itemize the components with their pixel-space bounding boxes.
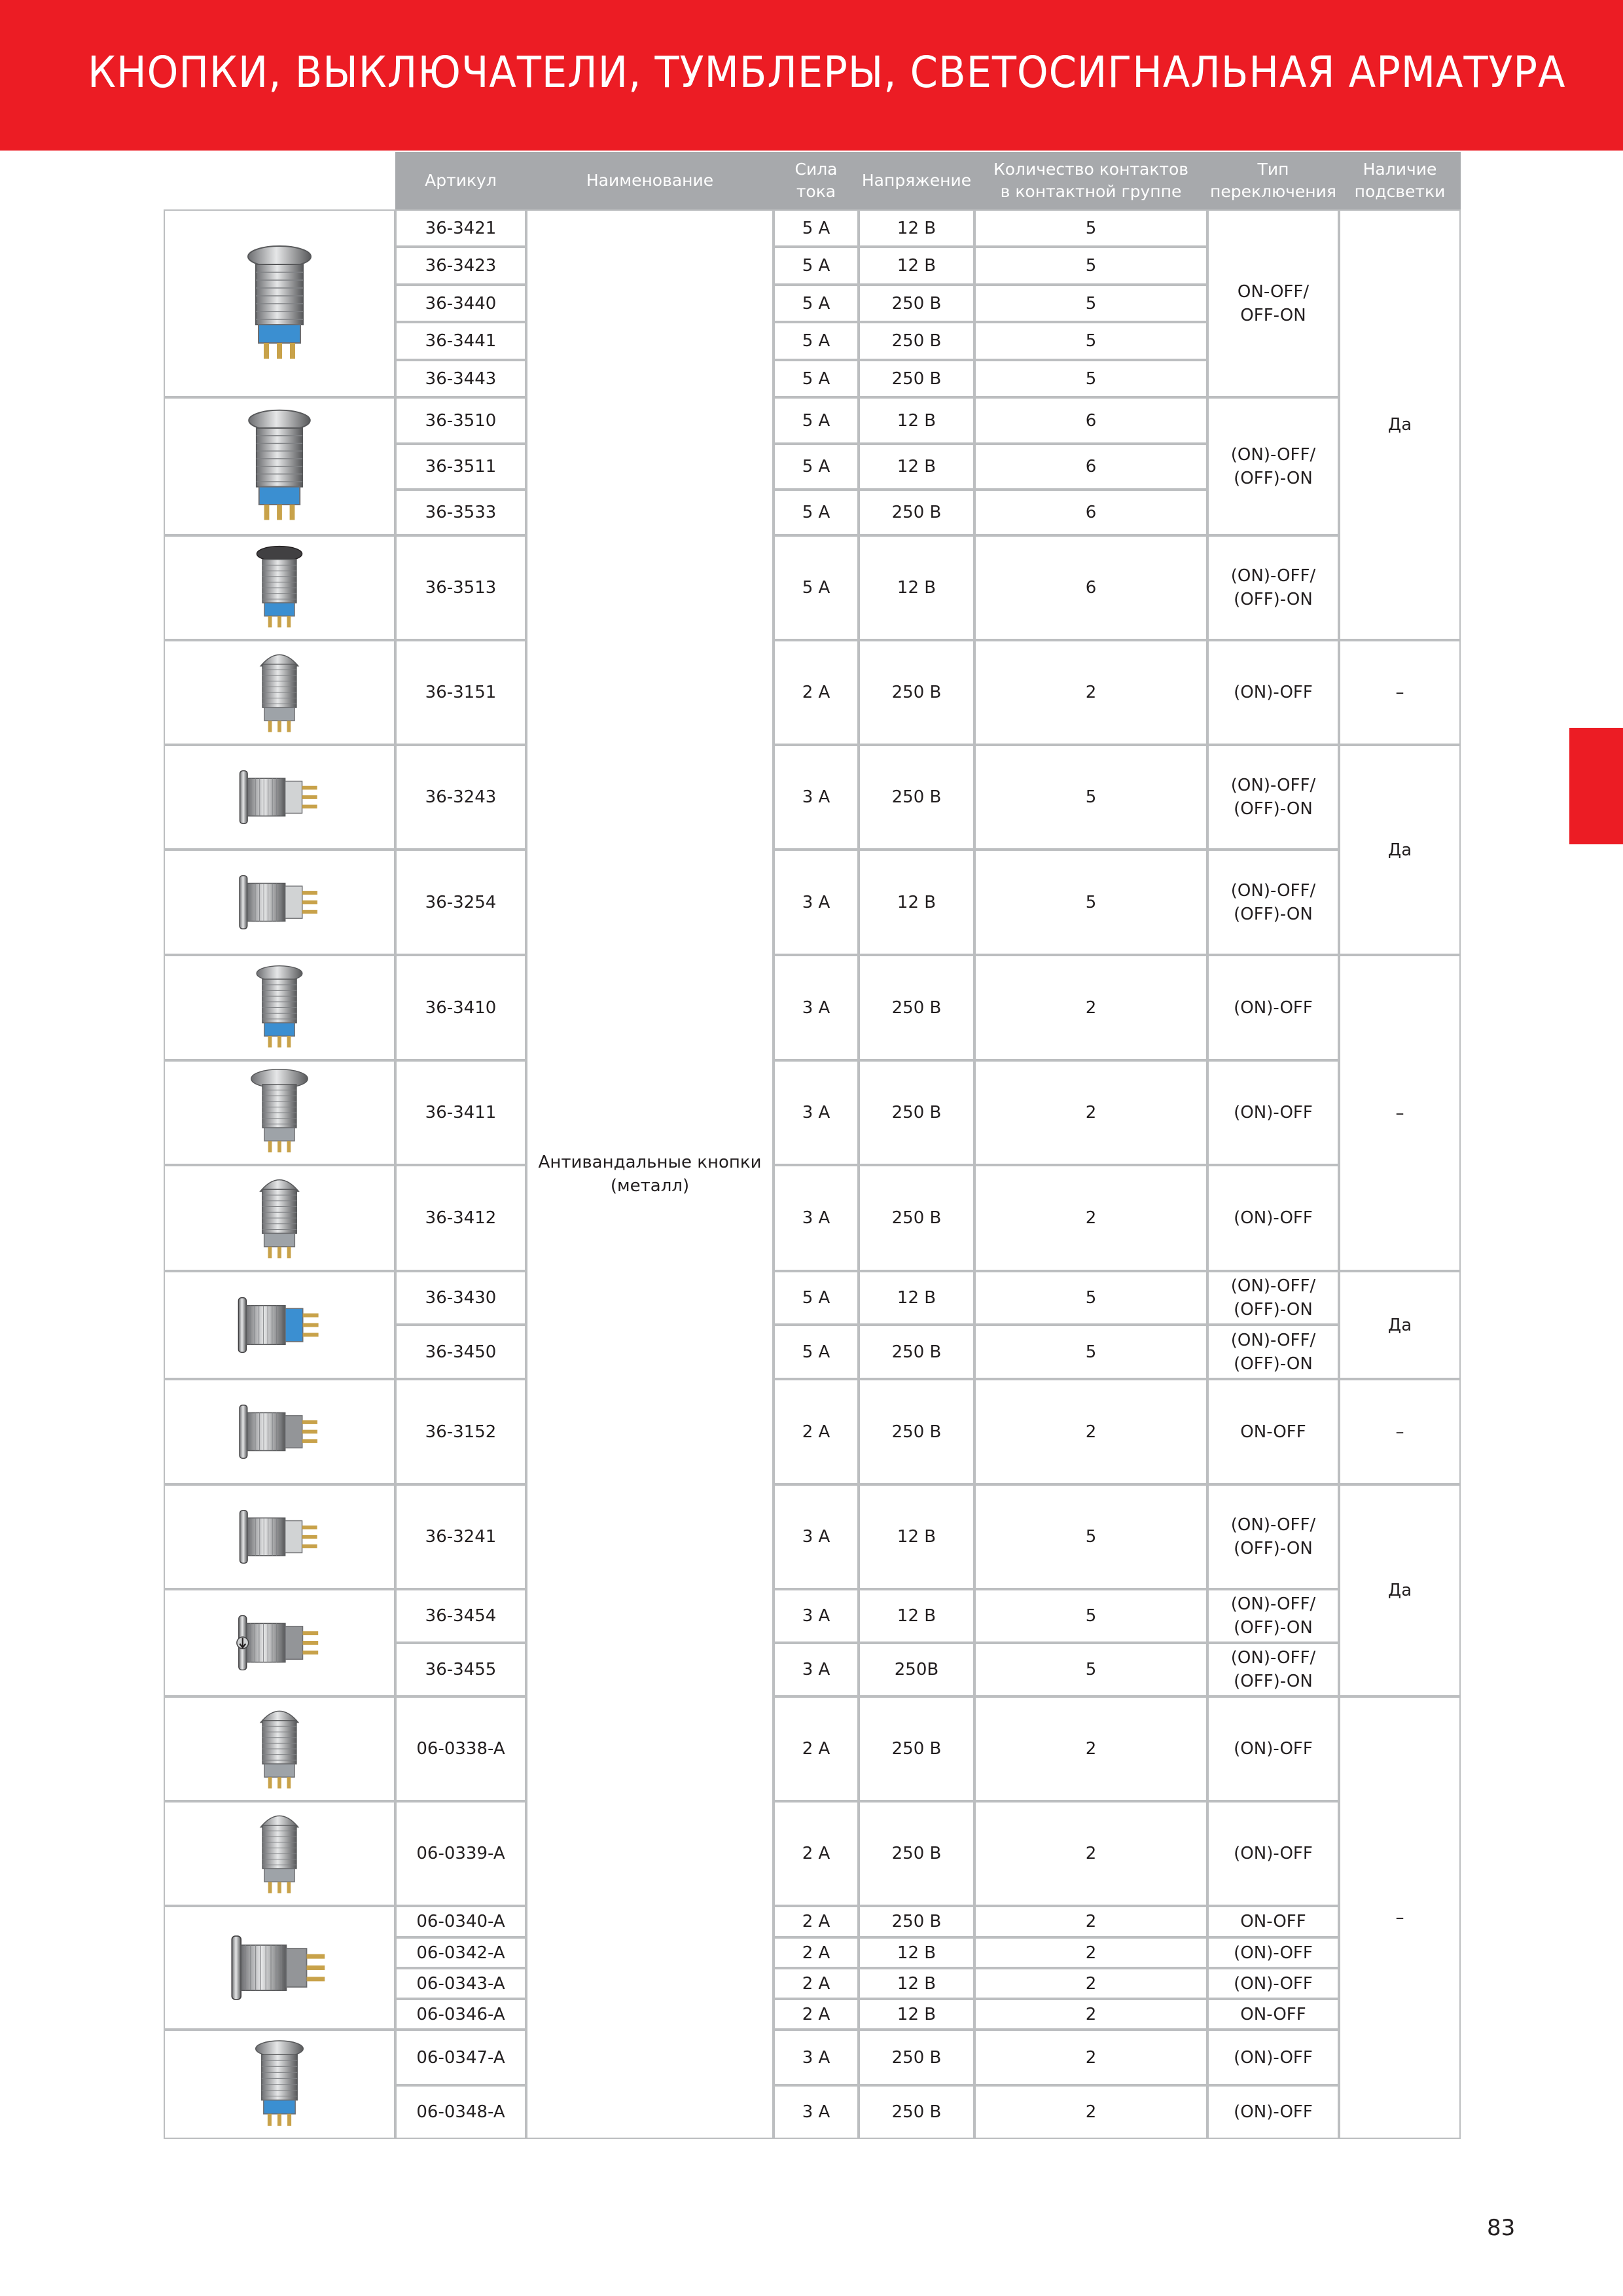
switch-side-metal-icon: [194, 1911, 365, 2024]
cell-article: 36-3443: [395, 360, 526, 397]
cell-backlight: –: [1339, 955, 1461, 1271]
cell-backlight: –: [1339, 1379, 1461, 1484]
cell-voltage: 250 В: [859, 285, 974, 322]
cell-switch-type: ON-OFF: [1207, 1906, 1339, 1937]
cell-voltage: 250В: [859, 1643, 974, 1696]
cell-contacts: 5: [974, 1484, 1207, 1589]
cell-switch-type: (ON)-OFF: [1207, 955, 1339, 1060]
switch-upright-blue-base-icon: [194, 960, 365, 1055]
cell-article: 36-3454: [395, 1589, 526, 1643]
cell-current: 2 А: [774, 1696, 859, 1801]
page-title: КНОПКИ, ВЫКЛЮЧАТЕЛИ, ТУМБЛЕРЫ, СВЕТОСИГНАЛЬНАЯ АРМАТУРА: [88, 47, 1566, 98]
cell-current: 2 А: [774, 1906, 859, 1937]
cell-contacts: 2: [974, 1801, 1207, 1906]
cell-voltage: 12 В: [859, 1589, 974, 1643]
cell-current: 5 А: [774, 209, 859, 247]
cell-article: 06-0347-A: [395, 2030, 526, 2085]
cell-contacts: 6: [974, 535, 1207, 640]
product-image: [164, 745, 395, 850]
cell-contacts: 6: [974, 490, 1207, 535]
cell-current: 2 А: [774, 1801, 859, 1906]
chapter-tab: [1569, 728, 1623, 844]
cell-article: 36-3440: [395, 285, 526, 322]
cell-current: 3 А: [774, 745, 859, 850]
cell-current: 3 А: [774, 1589, 859, 1643]
cell-current: 2 А: [774, 640, 859, 745]
cell-voltage: 250 В: [859, 1165, 974, 1271]
cell-current: 5 А: [774, 247, 859, 285]
switch-upright-blue-base-icon: [194, 238, 365, 369]
cell-switch-type: (ON)-OFF/ (OFF)-ON: [1207, 1484, 1339, 1589]
switch-side-metal-icon: [194, 1384, 365, 1479]
col-contacts-header: Количество контактов в контактной группе: [974, 152, 1207, 209]
cell-article: 36-3421: [395, 209, 526, 247]
product-image: [164, 1906, 395, 2030]
switch-side-translucent-icon: [194, 1490, 365, 1584]
cell-contacts: 5: [974, 850, 1207, 955]
cell-switch-type: (ON)-OFF: [1207, 1165, 1339, 1271]
cell-switch-type: (ON)-OFF: [1207, 1060, 1339, 1165]
cell-contacts: 5: [974, 209, 1207, 247]
cell-contacts: 5: [974, 1643, 1207, 1696]
cell-voltage: 250 В: [859, 640, 974, 745]
product-image: [164, 1801, 395, 1906]
switch-side-blue-icon: [194, 1276, 365, 1374]
cell-voltage: 250 В: [859, 1801, 974, 1906]
cell-voltage: 12 В: [859, 1484, 974, 1589]
switch-dome-small-icon: [194, 1806, 365, 1901]
cell-switch-type: ON-OFF/ OFF-ON: [1207, 209, 1339, 397]
header-banner: [0, 0, 1623, 151]
page-number: 83: [1487, 2215, 1516, 2241]
cell-switch-type: (ON)-OFF/ (OFF)-ON: [1207, 1271, 1339, 1325]
cell-current: 3 А: [774, 1060, 859, 1165]
cell-article: 36-3411: [395, 1060, 526, 1165]
cell-voltage: 12 В: [859, 1999, 974, 2030]
cell-voltage: 250 В: [859, 1906, 974, 1937]
cell-switch-type: ON-OFF: [1207, 1999, 1339, 2030]
cell-article: 36-3455: [395, 1643, 526, 1696]
cell-contacts: 2: [974, 1999, 1207, 2030]
cell-current: 2 А: [774, 1379, 859, 1484]
cell-contacts: 2: [974, 1379, 1207, 1484]
switch-dark-ring-blue-icon: [194, 541, 365, 635]
cell-article: 36-3410: [395, 955, 526, 1060]
cell-current: 5 А: [774, 535, 859, 640]
col-name-header: Наименование: [526, 152, 774, 209]
cell-article: 36-3151: [395, 640, 526, 745]
cell-contacts: 2: [974, 1968, 1207, 1999]
cell-current: 5 А: [774, 360, 859, 397]
cell-switch-type: (ON)-OFF/ (OFF)-ON: [1207, 397, 1339, 535]
cell-article: 36-3152: [395, 1379, 526, 1484]
cell-contacts: 5: [974, 1271, 1207, 1325]
cell-voltage: 250 В: [859, 2030, 974, 2085]
cell-voltage: 250 В: [859, 1379, 974, 1484]
col-switch-type-header: Тип переключения: [1207, 152, 1339, 209]
cell-switch-type: (ON)-OFF/ (OFF)-ON: [1207, 1325, 1339, 1379]
cell-voltage: 12 В: [859, 1937, 974, 1968]
cell-backlight: Да: [1339, 1484, 1461, 1696]
cell-article: 36-3450: [395, 1325, 526, 1379]
cell-current: 3 А: [774, 1165, 859, 1271]
cell-current: 3 А: [774, 850, 859, 955]
cell-article: 36-3430: [395, 1271, 526, 1325]
cell-voltage: 12 В: [859, 209, 974, 247]
cell-switch-type: ON-OFF: [1207, 1379, 1339, 1484]
cell-current: 3 А: [774, 955, 859, 1060]
cell-current: 5 А: [774, 397, 859, 444]
product-image: [164, 1165, 395, 1271]
cell-contacts: 5: [974, 360, 1207, 397]
cell-contacts: 2: [974, 2085, 1207, 2139]
cell-backlight: Да: [1339, 1271, 1461, 1379]
cell-voltage: 250 В: [859, 322, 974, 360]
cell-article: 06-0348-A: [395, 2085, 526, 2139]
switch-dome-small-icon: [194, 1702, 365, 1796]
product-image: [164, 1060, 395, 1165]
switch-dome-small-icon: [194, 1170, 365, 1266]
col-backlight-header: Наличие подсветки: [1339, 152, 1461, 209]
cell-switch-type: (ON)-OFF/ (OFF)-ON: [1207, 535, 1339, 640]
cell-current: 5 А: [774, 285, 859, 322]
cell-name: Антивандальные кнопки (металл): [526, 209, 774, 2139]
cell-article: 36-3412: [395, 1165, 526, 1271]
cell-current: 5 А: [774, 322, 859, 360]
cell-contacts: 2: [974, 1696, 1207, 1801]
cell-switch-type: (ON)-OFF: [1207, 2085, 1339, 2139]
cell-switch-type: (ON)-OFF/ (OFF)-ON: [1207, 850, 1339, 955]
cell-switch-type: (ON)-OFF: [1207, 1937, 1339, 1968]
switch-upright-blue-relay-icon: [194, 403, 365, 530]
switch-upright-blue-base-icon: [194, 2035, 365, 2134]
cell-voltage: 12 В: [859, 535, 974, 640]
cell-voltage: 250 В: [859, 1060, 974, 1165]
cell-current: 3 А: [774, 1484, 859, 1589]
cell-current: 3 А: [774, 1643, 859, 1696]
cell-article: 36-3423: [395, 247, 526, 285]
cell-article: 06-0338-A: [395, 1696, 526, 1801]
switch-side-translucent-icon: [194, 750, 365, 844]
cell-article: 36-3243: [395, 745, 526, 850]
cell-backlight: –: [1339, 640, 1461, 745]
cell-voltage: 250 В: [859, 2085, 974, 2139]
cell-current: 2 А: [774, 1968, 859, 1999]
product-image: [164, 1484, 395, 1589]
col-article-header: Артикул: [395, 152, 526, 209]
cell-switch-type: (ON)-OFF/ (OFF)-ON: [1207, 745, 1339, 850]
cell-contacts: 2: [974, 1165, 1207, 1271]
cell-current: 3 А: [774, 2085, 859, 2139]
switch-side-translucent-icon: [194, 855, 365, 950]
cell-current: 5 А: [774, 1325, 859, 1379]
cell-switch-type: (ON)-OFF: [1207, 1696, 1339, 1801]
cell-contacts: 5: [974, 247, 1207, 285]
product-image: [164, 1696, 395, 1801]
cell-article: 06-0342-A: [395, 1937, 526, 1968]
cell-article: 36-3241: [395, 1484, 526, 1589]
product-image: [164, 1379, 395, 1484]
cell-current: 2 А: [774, 1937, 859, 1968]
cell-contacts: 5: [974, 745, 1207, 850]
cell-contacts: 5: [974, 285, 1207, 322]
cell-voltage: 12 В: [859, 1271, 974, 1325]
product-image: [164, 1271, 395, 1379]
cell-current: 2 А: [774, 1999, 859, 2030]
cell-article: 06-0343-A: [395, 1968, 526, 1999]
cell-voltage: 250 В: [859, 955, 974, 1060]
cell-article: 36-3513: [395, 535, 526, 640]
col-current-header: Сила тока: [774, 152, 859, 209]
cell-switch-type: (ON)-OFF: [1207, 1801, 1339, 1906]
cell-voltage: 12 В: [859, 247, 974, 285]
cell-voltage: 250 В: [859, 1696, 974, 1801]
cell-article: 36-3510: [395, 397, 526, 444]
cell-contacts: 2: [974, 1937, 1207, 1968]
cell-article: 36-3441: [395, 322, 526, 360]
switch-flat-head-icon: [194, 1066, 365, 1160]
product-image: [164, 1589, 395, 1696]
product-image: [164, 2030, 395, 2139]
cell-current: 5 А: [774, 1271, 859, 1325]
cell-current: 5 А: [774, 490, 859, 535]
cell-contacts: 2: [974, 955, 1207, 1060]
cell-current: 3 А: [774, 2030, 859, 2085]
cell-switch-type: (ON)-OFF/ (OFF)-ON: [1207, 1643, 1339, 1696]
cell-contacts: 2: [974, 1906, 1207, 1937]
cell-contacts: 6: [974, 397, 1207, 444]
cell-backlight: –: [1339, 1696, 1461, 2139]
col-voltage-header: Напряжение: [859, 152, 974, 209]
cell-voltage: 12 В: [859, 1968, 974, 1999]
product-image: [164, 397, 395, 535]
cell-voltage: 12 В: [859, 444, 974, 490]
cell-backlight: Да: [1339, 745, 1461, 955]
cell-contacts: 2: [974, 640, 1207, 745]
product-image: [164, 955, 395, 1060]
cell-article: 36-3254: [395, 850, 526, 955]
cell-voltage: 12 В: [859, 397, 974, 444]
cell-switch-type: (ON)-OFF: [1207, 640, 1339, 745]
product-image: [164, 640, 395, 745]
cell-voltage: 250 В: [859, 490, 974, 535]
product-image: [164, 535, 395, 640]
cell-voltage: 250 В: [859, 1325, 974, 1379]
cell-switch-type: (ON)-OFF: [1207, 1968, 1339, 1999]
product-image: [164, 850, 395, 955]
cell-backlight: Да: [1339, 209, 1461, 640]
product-image: [164, 209, 395, 397]
cell-voltage: 250 В: [859, 745, 974, 850]
cell-article: 06-0340-A: [395, 1906, 526, 1937]
cell-current: 5 А: [774, 444, 859, 490]
cell-contacts: 5: [974, 1325, 1207, 1379]
cell-contacts: 5: [974, 1589, 1207, 1643]
cell-article: 36-3533: [395, 490, 526, 535]
cell-switch-type: (ON)-OFF: [1207, 2030, 1339, 2085]
cell-article: 36-3511: [395, 444, 526, 490]
cell-contacts: 5: [974, 322, 1207, 360]
cell-contacts: 2: [974, 1060, 1207, 1165]
switch-dome-small-icon: [194, 645, 365, 740]
cell-switch-type: (ON)-OFF/ (OFF)-ON: [1207, 1589, 1339, 1643]
cell-article: 06-0339-A: [395, 1801, 526, 1906]
cell-contacts: 6: [974, 444, 1207, 490]
cell-voltage: 12 В: [859, 850, 974, 955]
cell-voltage: 250 В: [859, 360, 974, 397]
cell-article: 06-0346-A: [395, 1999, 526, 2030]
switch-key-arrow-icon: [194, 1594, 365, 1691]
cell-contacts: 2: [974, 2030, 1207, 2085]
